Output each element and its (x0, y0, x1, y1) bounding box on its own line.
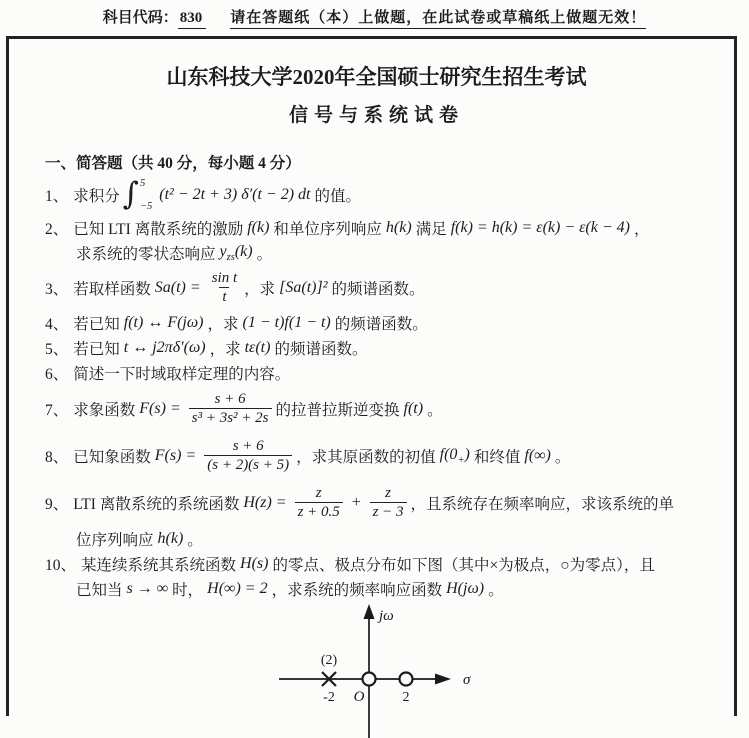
subject-code-label: 科目代码： (102, 10, 178, 26)
question-text: 。 (554, 449, 571, 466)
sigma-axis-arrow-icon (435, 674, 451, 685)
question-text: 求积分 (73, 188, 120, 205)
math-expression: Sa(t) = (154, 279, 201, 296)
question-text: 的频谱函数。 (334, 316, 428, 333)
question-text: 和单位序列响应 (273, 221, 382, 238)
fraction (370, 485, 407, 522)
pole-zero-diagram (271, 602, 501, 738)
exam-notice: 请在答题纸（本）上做题，在此试卷或草稿纸上做题无效！ (230, 6, 646, 29)
math-expression: s → ∞ (126, 580, 169, 597)
fraction-denominator: z + 0.5 (295, 502, 343, 521)
fraction (204, 438, 292, 475)
question-number: 2、 (45, 221, 69, 238)
fraction-numerator: z (385, 484, 391, 501)
question-8 (45, 434, 708, 478)
question-9-line1 (45, 481, 708, 525)
math-expression: H(s) (240, 555, 269, 572)
question-text: 的频谱函数。 (274, 341, 368, 358)
question-number: 6、 (45, 366, 69, 383)
question-text: 已知象函数 (73, 449, 151, 466)
question-number: 8、 (45, 449, 69, 466)
question-text: ，且系统存在频率响应，求该系统的单 (410, 496, 675, 513)
origin-label: O (353, 689, 365, 705)
question-7 (45, 387, 708, 431)
math-expression: (t² − 2t + 3) δ′(t − 2) dt (159, 186, 311, 203)
integral-expression (123, 178, 153, 212)
section-heading: 一、简答题（共 40 分，每小题 4 分） (45, 155, 301, 172)
math-expression: H(∞) = 2 (207, 580, 268, 597)
subject-code-value: 830 (178, 10, 207, 29)
question-text: ，求 (209, 341, 241, 358)
question-text: 若已知 (73, 316, 120, 333)
question-text: 。 (256, 246, 273, 263)
question-text: 的频谱函数。 (331, 281, 425, 298)
math-expression: H(z) = (243, 494, 287, 511)
math-expression: f(∞) (524, 447, 551, 464)
question-text: 简述一下时域取样定理的内容。 (73, 366, 291, 383)
jw-axis-arrow-icon (364, 604, 375, 619)
math-expression: $y_{zs}(k)$ (219, 242, 253, 264)
fraction-numerator: s + 6 (214, 390, 246, 407)
question-text: 。 (488, 582, 504, 599)
question-text: 若已知 (73, 341, 120, 358)
math-expression: + (350, 494, 362, 511)
question-number: 10、 (45, 557, 77, 574)
question-text: 求象函数 (73, 402, 136, 419)
fraction-denominator: z − 3 (370, 502, 407, 521)
jw-axis-label: jω (379, 608, 394, 624)
math-expression: h(k) (385, 219, 412, 236)
math-expression: f(k) = h(k) = ε(k) − ε(k − 4) (450, 219, 630, 236)
question-text: ，求 (207, 316, 239, 333)
question-number: 3、 (45, 281, 69, 298)
math-expression: $f(0_+)$ (439, 445, 470, 467)
question-text: 的值。 (314, 188, 362, 205)
fraction-numerator: s + 6 (232, 437, 264, 454)
question-text: 的零点、极点分布如下图（其中×为极点，○为零点），且 (272, 557, 655, 574)
question-text: 。 (187, 532, 203, 549)
question-text: 的拉普拉斯逆变换 (275, 402, 400, 419)
fraction-denominator: s³ + 3s² + 2s (189, 408, 272, 427)
question-text: 和终值 (473, 449, 521, 466)
fraction (295, 485, 343, 522)
integral-upper-limit: 5 (139, 178, 146, 189)
fraction-denominator: t (219, 287, 229, 306)
question-9-line2 (45, 528, 708, 550)
question-2-line2 (45, 242, 708, 264)
math-expression: h(k) (157, 530, 184, 547)
math-expression: f(t) ↔ F(jω) (123, 314, 204, 331)
question-text: 某连续系统其系统函数 (81, 557, 237, 574)
pole-multiplicity-label: (2) (320, 653, 338, 668)
paper-title: 山东科技大学2020年全国硕士研究生招生考试 (166, 65, 587, 89)
question-5 (45, 337, 708, 359)
exam-paper-frame (6, 36, 737, 716)
sigma-axis-label: σ (463, 672, 471, 688)
question-text: 已知 LTI 离散系统的激励 (73, 221, 244, 238)
page-header (0, 6, 749, 29)
math-expression: t ↔ j2πδ′(ω) (123, 339, 206, 356)
question-text: ，求 (244, 281, 276, 298)
question-text: 。 (427, 402, 443, 419)
integral-limits (140, 178, 152, 212)
fraction-denominator: (s + 2)(s + 5) (204, 455, 292, 474)
math-expression: [Sa(t)]² (279, 279, 328, 296)
question-3 (45, 267, 708, 309)
fraction (189, 391, 272, 428)
zero-circle-origin-icon (363, 673, 376, 686)
question-text: 位序列响应 (76, 532, 154, 549)
question-10-line2 (45, 578, 708, 600)
question-text: ，求其原函数的初值 (296, 449, 436, 466)
math-expression: F(s) = (154, 447, 197, 464)
integral-lower-limit: −5 (139, 201, 153, 212)
math-expression: tε(t) (244, 339, 271, 356)
question-text: 若取样函数 (73, 281, 151, 298)
question-text: 已知当 (76, 582, 123, 599)
fraction-numerator: z (315, 484, 322, 501)
question-number: 4、 (45, 316, 69, 333)
question-number: 5、 (45, 341, 69, 358)
math-expression: (1 − t)f(1 − t) (242, 314, 331, 331)
question-number: 1、 (45, 188, 69, 205)
question-number: 9、 (45, 496, 69, 513)
math-expression: F(s) = (139, 400, 181, 417)
zero-circle-icon (400, 673, 413, 686)
question-4 (45, 312, 708, 334)
question-1 (45, 176, 708, 214)
math-expression: H(jω) (446, 580, 485, 597)
pole-position-label: -2 (323, 690, 335, 705)
fraction (209, 270, 240, 307)
question-text: 时， (172, 582, 204, 599)
zero-position-label: 2 (402, 690, 410, 705)
math-expression: f(k) (247, 219, 270, 236)
question-text: LTI 离散系统的系统函数 (73, 496, 240, 513)
question-text: 求系统的零状态响应 (76, 246, 216, 263)
question-2-line1 (45, 217, 708, 239)
question-text: ，求系统的频率响应函数 (271, 582, 443, 599)
question-text: ， (633, 221, 650, 238)
question-6 (45, 362, 708, 384)
fraction-numerator: sin t (211, 269, 238, 286)
question-10-line1 (45, 553, 708, 575)
integral-sign: ∫ (122, 176, 139, 213)
question-number: 7、 (45, 402, 69, 419)
math-expression: f(t) (403, 400, 424, 417)
question-text: 满足 (415, 221, 447, 238)
paper-subtitle: 信号与系统试卷 (288, 105, 464, 126)
